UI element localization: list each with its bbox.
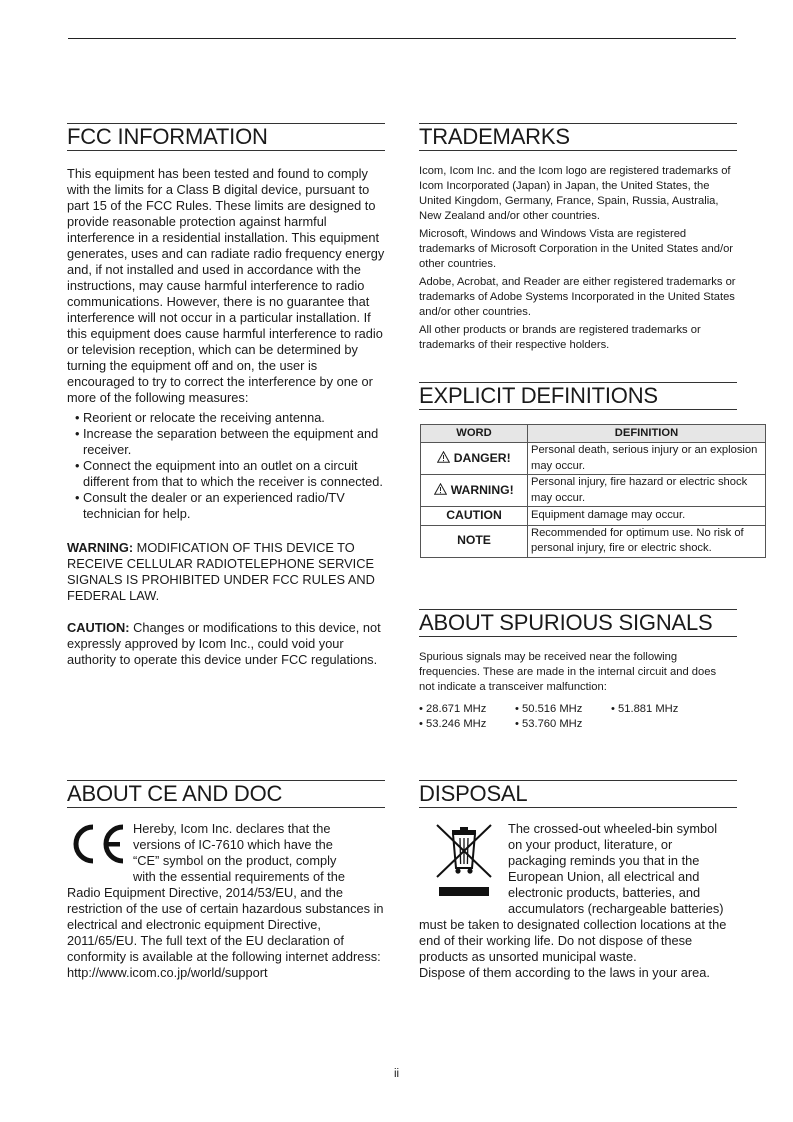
definitions-title: EXPLICIT DEFINITIONS [419,382,737,410]
ce-text-block [133,821,345,885]
fcc-measures-list [67,410,385,522]
disposal-text: must be taken to designated collection locations at the end of their working life. Do not dispose of these products as unsorted municipal waste. [419,917,727,964]
page-number: ii [393,1068,400,1080]
disposal-title: DISPOSAL [419,780,737,808]
ce-url[interactable]: http://www.icom.co.jp/world/support [67,965,268,980]
col-definition-header: DEFINITION [528,425,766,443]
definitions-section [419,382,758,558]
warning-triangle-icon [434,483,447,495]
disposal-line: European Union, all electrical and [508,869,700,884]
trademarks-paragraph: Microsoft, Windows and Windows Vista are registered trademarks of Microsoft Corporation in the United States and/or other countries. [419,228,734,270]
word-label: DANGER! [453,450,511,465]
ce-line: “CE” symbol on the product, comply [133,853,337,868]
ce-line: versions of IC-7610 which have the [133,837,333,852]
table-row [421,525,766,557]
fcc-intro: This equipment has been tested and found to comply with the limits for a Class B digital device, pursuant to part 15 of the FCC Rules. These limits are designed to provide reasonable protection against harmful interference in a residential installation. This equipment generates, uses and can radiate radio frequency energy and, if not installed and used in accordance with the instructions, may cause harmful interference to radio communications. However, there is no guarantee that interference will not occur in a particular installation. If this equipment does cause harmful interference to radio or television reception, which can be determined by turning the equipment off and on, the user is encouraged to try to correct the interference by one or more of the following measures: [67,166,385,405]
table-row [421,443,766,475]
definition-cell: Personal death, serious injury or an explosion may occur. [528,443,766,475]
ce-title: ABOUT CE AND DOC [67,780,385,808]
word-cell: NOTE [421,525,528,557]
table-row [421,507,766,526]
frequency-item: • 50.516 MHz [515,703,583,715]
ce-text: Radio Equipment Directive, 2014/53/EU, and the restriction of the use of certain hazardous substances in electrical and electronic equipment Directive, 2011/65/EU. The full text of the EU declaration of conformity is available at the following internet address: [67,885,384,964]
disposal-closing: Dispose of them according to the laws in your area. [419,965,710,980]
spurious-section [419,609,737,732]
col-word-header: WORD [421,425,528,443]
list-item: • Connect the equipment into an outlet on a circuit different from that to which the receiver is connected. [67,458,385,490]
fcc-warning-label: WARNING: [67,540,134,555]
disposal-line: accumulators (rechargeable batteries) [508,901,724,916]
fcc-caution-text: Changes or modifications to this device, not expressly approved by Icom Inc., could void your authority to operate this device under FCC regulations. [67,620,381,667]
definitions-table [420,424,766,558]
top-rule [68,38,736,39]
fcc-caution-label: CAUTION: [67,620,130,635]
crossed-out-wheeled-bin-icon [433,821,495,905]
fcc-warning-text: MODIFICATION OF THIS DEVICE TO RECEIVE CELLULAR RADIOTELEPHONE SERVICE SIGNALS IS PROHIBITED UNDER FCC RULES AND FEDERAL LAW. [67,540,375,603]
frequency-item: • 53.760 MHz [515,718,583,730]
list-item: • Consult the dealer or an experienced radio/TV technician for help. [67,490,385,522]
spurious-title: ABOUT SPURIOUS SIGNALS [419,609,737,637]
fcc-caution [67,620,385,668]
word-cell [421,475,528,507]
ce-section [67,780,385,981]
disposal-section [419,780,737,981]
list-item: • Reorient or relocate the receiving antenna. [67,410,385,426]
disposal-text-block [508,821,724,917]
trademarks-title: TRADEMARKS [419,123,737,151]
trademarks-paragraph: Icom, Icom Inc. and the Icom logo are registered trademarks of Icom Incorporated (Japan) in Japan, the United States, the United Kingdom, Germany, France, Spain, Russia, Australia, New Zealand and/or other countries. [419,165,731,222]
ce-line: Hereby, Icom Inc. declares that the [133,821,331,836]
ce-logo-block [67,821,385,885]
disposal-line: on your product, literature, or [508,837,673,852]
trademarks-paragraph: All other products or brands are registered trademarks or trademarks of their respective holders. [419,324,701,351]
disposal-icon-block [419,821,737,917]
fcc-title: FCC INFORMATION [67,123,385,151]
disposal-line: The crossed-out wheeled-bin symbol [508,821,718,836]
fcc-warning [67,540,385,604]
frequency-item: • 51.881 MHz [611,703,679,715]
definition-cell: Recommended for optimum use. No risk of personal injury, fire or electric shock. [528,525,766,557]
disposal-line: packaging reminds you that in the [508,853,700,868]
disposal-line: electronic products, batteries, and [508,885,701,900]
word-cell: CAUTION [421,507,528,526]
fcc-section [67,123,385,668]
frequency-item: • 28.671 MHz [419,703,487,715]
frequency-item: • 53.246 MHz [419,718,487,730]
table-row [421,475,766,507]
frequency-list [419,702,737,732]
definition-cell: Equipment damage may occur. [528,507,766,526]
ce-line: with the essential requirements of the [133,869,345,884]
frequency-row [419,717,737,732]
spurious-text: Spurious signals may be received near the following frequencies. These are made in the internal circuit and does not indicate a transceiver malfunction: [419,651,717,693]
trademarks-paragraph: Adobe, Acrobat, and Reader are either registered trademarks or trademarks of Adobe Systems Incorporated in the United States and/or other countries. [419,276,736,318]
definition-cell: Personal injury, fire hazard or electric shock may occur. [528,475,766,507]
word-cell [421,443,528,475]
word-label: WARNING! [450,482,514,497]
table-header-row [421,425,766,443]
list-item: • Increase the separation between the equipment and receiver. [67,426,385,458]
trademarks-section [419,123,737,353]
ce-mark-icon [67,824,127,864]
warning-triangle-icon [437,451,450,463]
frequency-row [419,702,737,717]
